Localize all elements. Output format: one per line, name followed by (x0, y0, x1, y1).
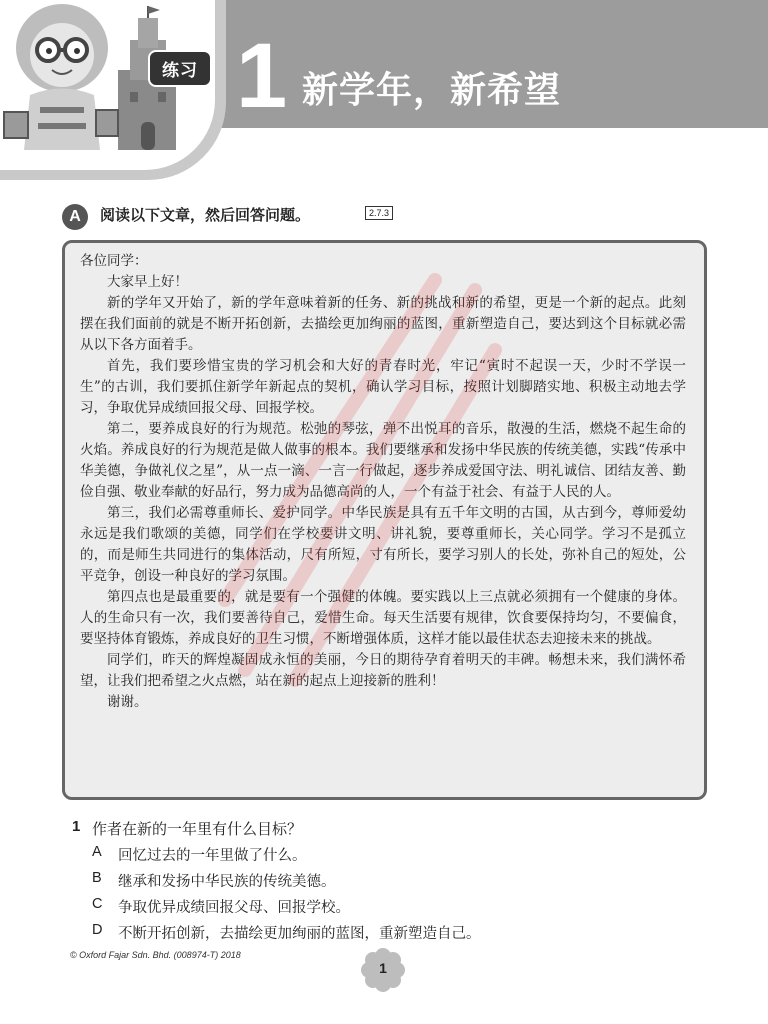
passage-paragraph: 第三，我们必需尊重师长、爱护同学。中华民族是具有五千年文明的古国，从古到今，尊师爱幼永远是我们歌颂的美德，同学们在学校要讲文明、讲礼貌，要尊重师长，关心同学。学习不是孤立的，而是师生共同进行的集体活动，尺有所短，寸有所长，要学习别人的长处，弥补自己的短处，公平竞争，创设一种良好的学习氛围。 (80, 505, 686, 584)
option-letter: A (92, 844, 102, 860)
option-c[interactable] (92, 896, 692, 917)
passage-paragraph: 第二，要养成良好的行为规范。松弛的琴弦，弹不出悦耳的音乐，散漫的生活，燃烧不起生命的火焰。养成良好的行为规范是做人做事的根本。我们要继承和发扬中华民族的传统美德，实践“传承中华美德，争做礼仪之星”，从一点一滴、一言一行做起，逐步养成爱国守法、明礼诚信、团结友善、勤俭自强、敬业奉献的好品行，努力成为品德高尚的人，一个有益于社会、有益于人民的人。 (80, 421, 686, 500)
option-letter: B (92, 870, 102, 886)
passage-paragraph: 首先，我们要珍惜宝贵的学习机会和大好的青春时光，牢记“寅时不起误一天，少时不学误一生”的古训，我们要抓住新学年新起点的契机，确认学习目标，按照计划脚踏实地、积极主动地去学习，争取优异成绩回报父母、回报学校。 (80, 358, 686, 416)
passage-paragraph: 谢谢。 (107, 694, 148, 710)
option-a[interactable] (92, 844, 692, 865)
passage-paragraph: 大家早上好！ (107, 274, 188, 290)
exercise-number: 1 (236, 25, 288, 127)
question-text: 作者在新的一年里有什么目标？ (92, 820, 303, 838)
option-b[interactable] (92, 870, 692, 891)
passage-greeting: 各位同学： (80, 253, 148, 269)
option-text: 争取优异成绩回报父母、回报学校。 (118, 900, 350, 916)
option-letter: D (92, 922, 103, 938)
section-instruction: 阅读以下文章，然后回答问题。 (100, 206, 311, 224)
option-text: 回忆过去的一年里做了什么。 (118, 848, 307, 864)
passage-paragraph: 第四点也是最重要的，就是要有一个强健的体魄。要实践以上三点就必须拥有一个健康的身体。人的生命只有一次，我们要善待自己，爱惜生命。每天生活要有规律，饮食要保持均匀，不要偏食，要坚持体育锻炼，养成良好的卫生习惯，不断增强体质，这样才能以最佳状态去迎接未来的挑战。 (80, 589, 686, 647)
copyright-notice: © Oxford Fajar Sdn. Bhd. (008974-T) 2018 (70, 950, 241, 960)
question-stem (72, 818, 692, 839)
question-1 (72, 818, 692, 943)
option-text: 不断开拓创新，去描绘更加绚丽的蓝图，重新塑造自己。 (118, 926, 481, 942)
passage-paragraph: 新的学年又开始了，新的学年意味着新的任务、新的挑战和新的希望，更是一个新的起点。此刻摆在我们面前的就是不断开拓创新，去描绘更加绚丽的蓝图，重新塑造自己，要达到这个目标就必需从以下各方面着手。 (80, 295, 686, 353)
option-text: 继承和发扬中华民族的传统美德。 (118, 874, 336, 890)
option-letter: C (92, 896, 103, 912)
option-d[interactable] (92, 922, 692, 943)
page-title: 新学年，新希望 (302, 70, 562, 111)
passage-paragraph: 同学们，昨天的辉煌凝固成永恒的美丽，今日的期待孕育着明天的丰碑。畅想未来，我们满怀希望，让我们把希望之火点燃，站在新的起点上迎接新的胜利！ (80, 652, 686, 689)
reading-passage (62, 240, 707, 800)
question-number: 1 (72, 818, 81, 835)
page-number: 1 (379, 960, 387, 976)
exercise-label: 练习 (148, 50, 212, 87)
curriculum-code: 2.7.3 (365, 206, 393, 220)
section-badge: A (62, 204, 88, 230)
